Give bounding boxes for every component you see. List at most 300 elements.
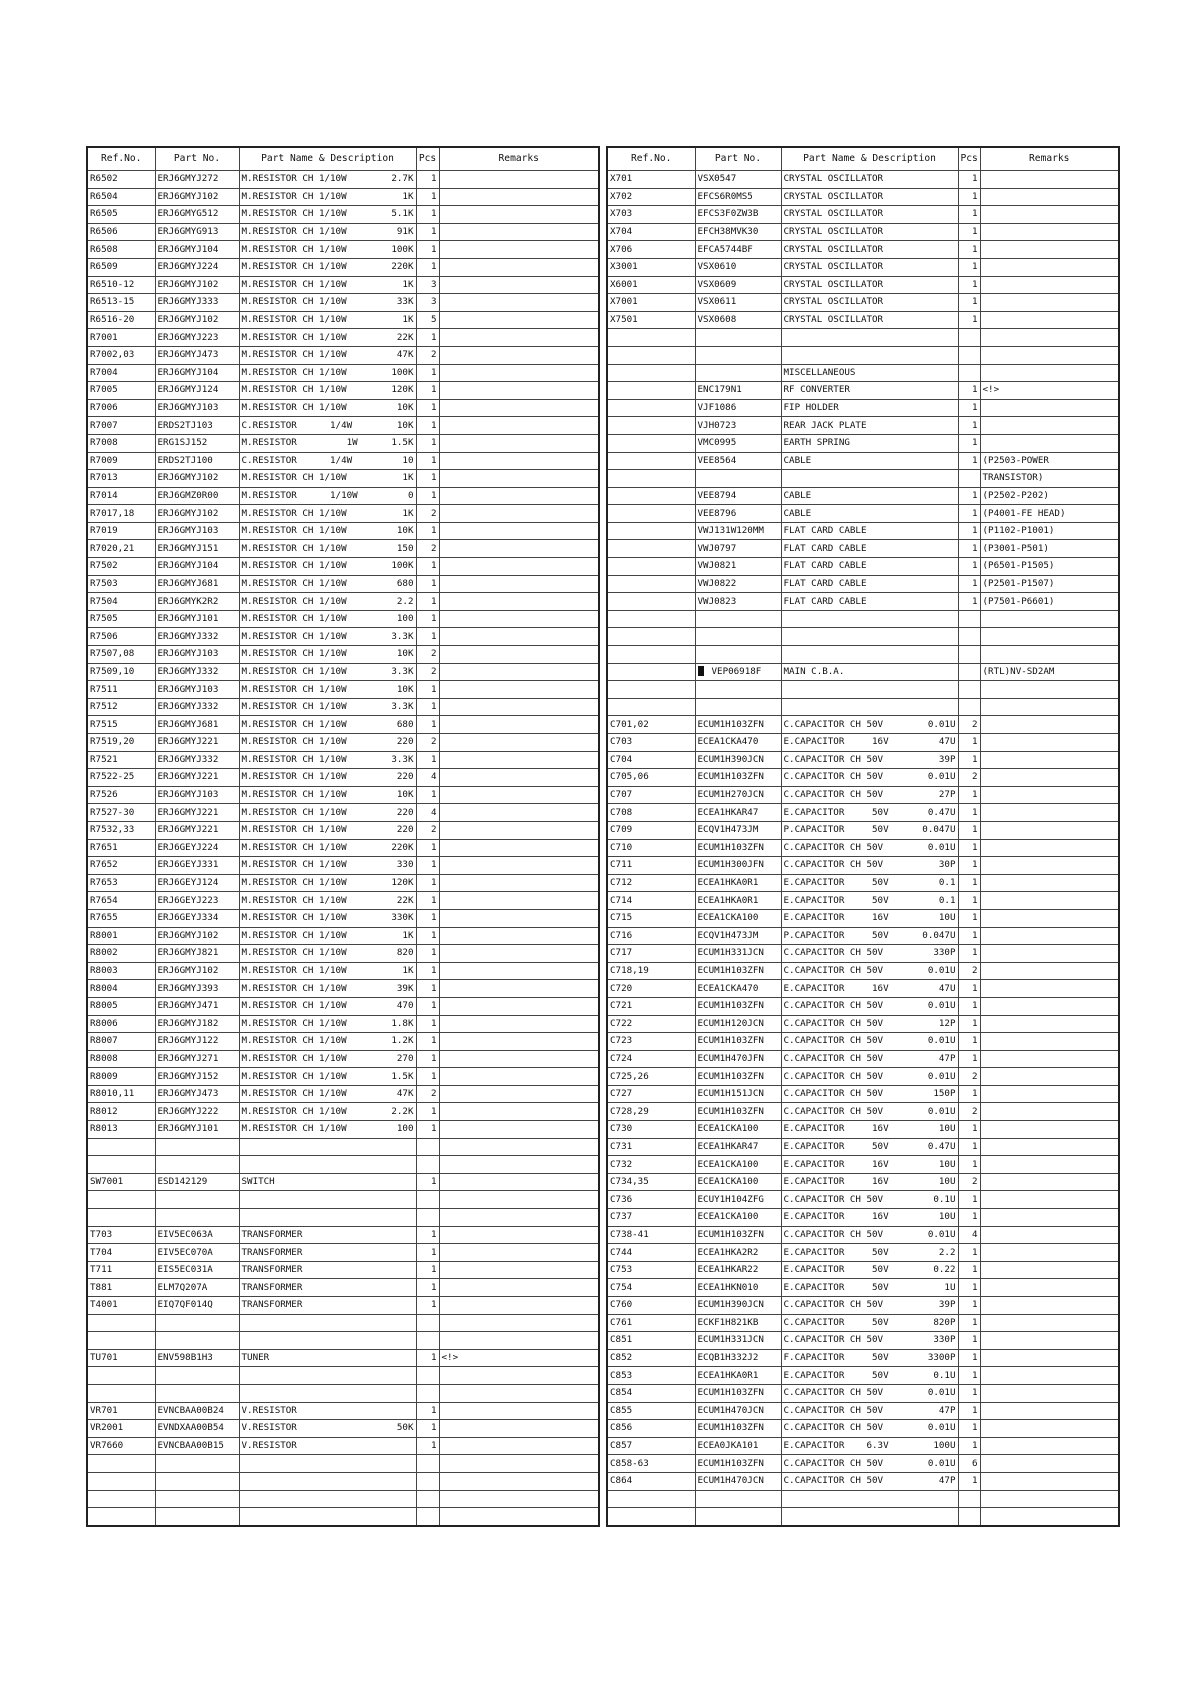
cell-desc — [781, 892, 958, 910]
cell-remarks — [980, 417, 1119, 435]
table-row — [87, 364, 599, 382]
part-description: C.CAPACITOR CH 50V — [783, 1422, 884, 1434]
cell-desc — [781, 206, 958, 224]
part-value: 220 — [396, 824, 414, 836]
part-number: VWJ131W120MM — [697, 525, 764, 537]
cell-desc — [781, 575, 958, 593]
part-value: 0.01U — [927, 1387, 956, 1399]
cell-desc — [239, 839, 416, 857]
cell-pcs: 1 — [416, 364, 439, 382]
part-description: C.CAPACITOR CH 50V — [783, 1193, 884, 1205]
header-part: Part No. — [695, 147, 781, 171]
cell-ref: R7506 — [87, 628, 155, 646]
part-number: ERJ6GMYJ473 — [157, 1088, 219, 1100]
cell-part — [155, 522, 239, 540]
cell-part — [695, 997, 781, 1015]
cell-ref: R6508 — [87, 241, 155, 259]
cell-ref: R7515 — [87, 716, 155, 734]
part-value: 47U — [938, 736, 956, 748]
cell-pcs: 4 — [416, 804, 439, 822]
cell-part — [155, 909, 239, 927]
part-number: ENC179N1 — [697, 384, 742, 396]
cell-ref: C737 — [607, 1209, 695, 1227]
cell-remarks — [439, 1384, 599, 1402]
cell-part — [695, 980, 781, 998]
cell-ref — [607, 1508, 695, 1526]
part-number: ERJ6GMYJ223 — [157, 331, 219, 343]
cell-desc — [239, 223, 416, 241]
cell-remarks — [980, 681, 1119, 699]
part-number: ERJ6GMYJ104 — [157, 560, 219, 572]
part-number: ECUM1H103ZFN — [697, 1035, 764, 1047]
header-row — [87, 147, 599, 171]
cell-pcs: 1 — [416, 1050, 439, 1068]
part-number: ERJ6GMYG512 — [157, 208, 219, 220]
cell-part — [155, 382, 239, 400]
cell-desc — [781, 434, 958, 452]
cell-ref: C723 — [607, 1033, 695, 1051]
part-value: 1.8K — [391, 1017, 414, 1029]
cell-remarks — [439, 1156, 599, 1174]
cell-desc — [239, 1173, 416, 1191]
cell-part — [155, 346, 239, 364]
cell-ref — [607, 575, 695, 593]
cell-pcs — [416, 1156, 439, 1174]
cell-part — [695, 346, 781, 364]
cell-remarks — [439, 452, 599, 470]
cell-remarks — [980, 1455, 1119, 1473]
cell-part — [695, 452, 781, 470]
part-number: ERJ6GMYJ102 — [157, 314, 219, 326]
cell-part — [155, 188, 239, 206]
cell-pcs: 1 — [958, 1244, 980, 1262]
cell-part — [695, 382, 781, 400]
table-row — [87, 1314, 599, 1332]
cell-pcs: 1 — [958, 258, 980, 276]
cell-ref — [607, 505, 695, 523]
part-value: 3.3K — [391, 753, 414, 765]
header-part: Part No. — [155, 147, 239, 171]
cell-ref: C715 — [607, 909, 695, 927]
part-number: ECUM1H470JFN — [697, 1052, 764, 1064]
table-row — [87, 751, 599, 769]
cell-part — [155, 1490, 239, 1508]
table-row — [87, 980, 599, 998]
part-description: M.RESISTOR CH 1/10W — [241, 1105, 347, 1117]
table-row — [607, 434, 1119, 452]
cell-pcs: 1 — [416, 522, 439, 540]
part-value: 10K — [396, 525, 414, 537]
cell-ref: C851 — [607, 1332, 695, 1350]
cell-part — [155, 1349, 239, 1367]
cell-part — [695, 1349, 781, 1367]
cell-part — [695, 892, 781, 910]
table-row — [607, 1173, 1119, 1191]
cell-remarks — [439, 628, 599, 646]
header-remarks: Remarks — [980, 147, 1119, 171]
cell-remarks — [439, 874, 599, 892]
cell-desc — [781, 786, 958, 804]
cell-desc — [239, 276, 416, 294]
table-row — [607, 909, 1119, 927]
cell-ref: C712 — [607, 874, 695, 892]
table-row — [87, 505, 599, 523]
part-number: ECUM1H470JCN — [697, 1475, 764, 1487]
cell-pcs — [416, 1490, 439, 1508]
cell-part — [155, 681, 239, 699]
cell-remarks — [439, 1033, 599, 1051]
part-value: 3.3K — [391, 701, 414, 713]
table-row — [607, 1437, 1119, 1455]
part-number: ECUM1H331JCN — [697, 947, 764, 959]
part-number: EIS5EC031A — [157, 1264, 213, 1276]
cell-remarks: TRANSISTOR) — [980, 470, 1119, 488]
cell-part — [695, 417, 781, 435]
cell-remarks — [980, 1490, 1119, 1508]
cell-pcs: 1 — [958, 1050, 980, 1068]
cell-pcs — [958, 663, 980, 681]
cell-ref: R7526 — [87, 786, 155, 804]
part-number: ECKF1H821KB — [697, 1316, 759, 1328]
cell-pcs: 1 — [958, 1437, 980, 1455]
part-value: 820 — [396, 947, 414, 959]
table-row — [607, 1103, 1119, 1121]
part-description: TUNER — [241, 1352, 270, 1364]
cell-part — [695, 1508, 781, 1526]
cell-desc — [239, 1455, 416, 1473]
cell-part — [695, 857, 781, 875]
part-description: C.CAPACITOR CH 50V — [783, 947, 884, 959]
cell-remarks — [439, 1261, 599, 1279]
cell-remarks — [980, 1121, 1119, 1139]
cell-remarks — [439, 258, 599, 276]
cell-pcs: 1 — [416, 839, 439, 857]
cell-desc — [781, 1173, 958, 1191]
cell-desc — [239, 364, 416, 382]
cell-remarks: (P4001-FE HEAD) — [980, 505, 1119, 523]
part-description: M.RESISTOR CH 1/10W — [241, 630, 347, 642]
table-row — [87, 892, 599, 910]
part-number: ERJ6GMYJ821 — [157, 947, 219, 959]
cell-part — [695, 1103, 781, 1121]
part-number: ECUM1H103ZFN — [697, 1000, 764, 1012]
cell-desc — [239, 258, 416, 276]
cell-desc — [781, 857, 958, 875]
cell-pcs: 1 — [958, 997, 980, 1015]
cell-desc — [239, 311, 416, 329]
part-description: M.RESISTOR CH 1/10W — [241, 595, 347, 607]
cell-pcs: 1 — [416, 1033, 439, 1051]
cell-pcs: 1 — [958, 223, 980, 241]
part-value: 47P — [938, 1475, 956, 1487]
cell-part — [695, 927, 781, 945]
part-number: ERJ6GMYJ101 — [157, 613, 219, 625]
table-row — [607, 821, 1119, 839]
cell-part — [695, 821, 781, 839]
cell-pcs: 1 — [416, 558, 439, 576]
cell-pcs: 1 — [958, 540, 980, 558]
cell-pcs: 1 — [958, 294, 980, 312]
cell-remarks — [439, 1015, 599, 1033]
cell-pcs: 1 — [416, 188, 439, 206]
cell-ref: R7651 — [87, 839, 155, 857]
cell-part — [695, 1085, 781, 1103]
cell-ref: C732 — [607, 1156, 695, 1174]
cell-part — [695, 909, 781, 927]
cell-desc — [781, 1314, 958, 1332]
part-description: E.CAPACITOR 50V — [783, 1264, 889, 1276]
part-number: ESD142129 — [157, 1176, 208, 1188]
cell-part — [695, 1420, 781, 1438]
table-row — [87, 1138, 599, 1156]
cell-part — [155, 751, 239, 769]
table-row — [87, 294, 599, 312]
cell-remarks — [439, 1367, 599, 1385]
cell-pcs — [416, 1384, 439, 1402]
table-row — [607, 927, 1119, 945]
part-description: M.RESISTOR CH 1/10W — [241, 718, 347, 730]
table-row — [87, 241, 599, 259]
part-description: E.CAPACITOR 6.3V — [783, 1440, 889, 1452]
cell-pcs — [416, 1472, 439, 1490]
cell-part — [695, 329, 781, 347]
cell-pcs — [958, 470, 980, 488]
cell-desc — [239, 716, 416, 734]
part-number: ECUM1H103ZFN — [697, 1228, 764, 1240]
part-number: ERJ6GMYJ102 — [157, 929, 219, 941]
cell-ref: C753 — [607, 1261, 695, 1279]
table-row — [607, 346, 1119, 364]
cell-remarks — [980, 786, 1119, 804]
part-description: E.CAPACITOR 50V — [783, 1140, 889, 1152]
cell-pcs — [958, 1508, 980, 1526]
part-number: ECUM1H390JCN — [697, 1299, 764, 1311]
cell-part — [155, 892, 239, 910]
part-description: C.CAPACITOR CH 50V — [783, 1404, 884, 1416]
cell-ref: C711 — [607, 857, 695, 875]
cell-desc — [239, 927, 416, 945]
part-description: M.RESISTOR CH 1/10W — [241, 402, 347, 414]
cell-desc — [239, 1332, 416, 1350]
cell-part — [155, 927, 239, 945]
table-row — [87, 470, 599, 488]
part-value: 0.47U — [927, 1140, 956, 1152]
cell-desc — [781, 962, 958, 980]
cell-ref: T703 — [87, 1226, 155, 1244]
part-number: ECEA1CKA100 — [697, 1211, 759, 1223]
cell-part — [155, 470, 239, 488]
cell-ref — [87, 1384, 155, 1402]
table-row — [607, 1050, 1119, 1068]
cell-pcs: 1 — [958, 839, 980, 857]
cell-ref: R6504 — [87, 188, 155, 206]
cell-ref — [87, 1508, 155, 1526]
cell-part — [155, 1138, 239, 1156]
part-number: VWJ0821 — [697, 560, 737, 572]
part-number: VJH0723 — [697, 419, 737, 431]
cell-remarks — [439, 1420, 599, 1438]
cell-remarks — [980, 821, 1119, 839]
cell-remarks — [439, 1508, 599, 1526]
part-description: C.CAPACITOR CH 50V — [783, 1105, 884, 1117]
cell-pcs: 2 — [958, 769, 980, 787]
part-number: ERJ6GMYJ222 — [157, 1105, 219, 1117]
cell-ref: C708 — [607, 804, 695, 822]
cell-pcs: 1 — [958, 945, 980, 963]
table-row — [87, 857, 599, 875]
cell-part — [695, 171, 781, 189]
part-description: M.RESISTOR CH 1/10W — [241, 366, 347, 378]
part-description: M.RESISTOR CH 1/10W — [241, 1123, 347, 1135]
header-row — [607, 147, 1119, 171]
cell-remarks — [980, 980, 1119, 998]
cell-pcs: 1 — [416, 610, 439, 628]
table-row — [607, 188, 1119, 206]
cell-pcs: 1 — [958, 1085, 980, 1103]
cell-desc — [781, 452, 958, 470]
cell-remarks — [980, 769, 1119, 787]
table-row — [607, 364, 1119, 382]
cell-pcs: 2 — [416, 821, 439, 839]
cell-ref: C864 — [607, 1472, 695, 1490]
cell-part — [155, 874, 239, 892]
table-row — [87, 1015, 599, 1033]
table-row — [607, 663, 1119, 681]
cell-part — [695, 1033, 781, 1051]
part-number: ECEA1HKA0R1 — [697, 877, 759, 889]
part-number: ECUM1H103ZFN — [697, 1457, 764, 1469]
cell-remarks — [980, 258, 1119, 276]
cell-ref: R7654 — [87, 892, 155, 910]
cell-pcs: 1 — [416, 681, 439, 699]
table-row — [607, 1455, 1119, 1473]
part-value: 10U — [938, 1123, 956, 1135]
cell-pcs: 1 — [416, 874, 439, 892]
cell-remarks — [980, 997, 1119, 1015]
cell-pcs: 1 — [958, 874, 980, 892]
part-number: VSX0609 — [697, 278, 737, 290]
cell-ref: TU701 — [87, 1349, 155, 1367]
cell-ref: R7509,10 — [87, 663, 155, 681]
cell-pcs: 1 — [958, 434, 980, 452]
cell-remarks — [980, 892, 1119, 910]
part-value: 0.01U — [927, 718, 956, 730]
cell-remarks — [980, 1261, 1119, 1279]
cell-ref: R8002 — [87, 945, 155, 963]
cell-pcs: 1 — [416, 1244, 439, 1262]
cell-part — [695, 575, 781, 593]
table-row — [87, 821, 599, 839]
part-description: E.CAPACITOR 50V — [783, 894, 889, 906]
part-number: ECEA1CKA100 — [697, 1123, 759, 1135]
part-number: VWJ0822 — [697, 577, 737, 589]
part-description: CABLE — [783, 507, 812, 519]
part-description: M.RESISTOR CH 1/10W — [241, 1052, 347, 1064]
cell-ref: R7502 — [87, 558, 155, 576]
header-ref: Ref.No. — [607, 147, 695, 171]
part-description: M.RESISTOR CH 1/10W — [241, 472, 347, 484]
cell-pcs: 1 — [958, 1261, 980, 1279]
table-row — [607, 399, 1119, 417]
cell-ref: R7017,18 — [87, 505, 155, 523]
part-value: 0 — [407, 489, 414, 501]
cell-desc — [239, 1033, 416, 1051]
cell-remarks — [439, 663, 599, 681]
cell-remarks — [980, 1402, 1119, 1420]
part-description: TRANSFORMER — [241, 1299, 303, 1311]
cell-pcs: 1 — [958, 593, 980, 611]
cell-pcs: 1 — [416, 1226, 439, 1244]
cell-remarks — [439, 1050, 599, 1068]
cell-pcs: 1 — [416, 962, 439, 980]
part-value: 1K — [402, 929, 414, 941]
part-description: M.RESISTOR CH 1/10W — [241, 841, 347, 853]
cell-desc — [781, 769, 958, 787]
cell-ref — [607, 540, 695, 558]
cell-part — [155, 1314, 239, 1332]
cell-remarks: (P7501-P6601) — [980, 593, 1119, 611]
cell-part — [695, 593, 781, 611]
cell-ref: R7512 — [87, 698, 155, 716]
cell-desc — [239, 1138, 416, 1156]
cell-ref: R6506 — [87, 223, 155, 241]
cell-remarks — [980, 610, 1119, 628]
cell-pcs: 1 — [958, 1209, 980, 1227]
part-number: ERJ6GMYJ102 — [157, 965, 219, 977]
cell-remarks — [980, 276, 1119, 294]
part-number: ECUM1H331JCN — [697, 1334, 764, 1346]
cell-desc — [239, 734, 416, 752]
part-value: 0.01U — [927, 1035, 956, 1047]
part-description: M.RESISTOR CH 1/10W — [241, 683, 347, 695]
cell-pcs: 1 — [416, 487, 439, 505]
cell-pcs: 1 — [416, 1279, 439, 1297]
cell-remarks — [439, 892, 599, 910]
table-row — [607, 1033, 1119, 1051]
cell-part — [155, 1085, 239, 1103]
cell-remarks — [439, 1085, 599, 1103]
part-description: E.CAPACITOR 50V — [783, 1281, 889, 1293]
cell-remarks — [439, 698, 599, 716]
part-number: ECUM1H103ZFN — [697, 771, 764, 783]
cell-pcs: 1 — [958, 522, 980, 540]
cell-pcs — [958, 364, 980, 382]
cell-pcs: 1 — [416, 434, 439, 452]
part-value: 100 — [396, 1123, 414, 1135]
cell-desc — [781, 646, 958, 664]
cell-remarks — [439, 1490, 599, 1508]
cell-remarks — [439, 1244, 599, 1262]
cell-ref: C721 — [607, 997, 695, 1015]
part-value: 0.01U — [927, 1105, 956, 1117]
part-number: ECEA1HKAR22 — [697, 1264, 759, 1276]
cell-remarks — [439, 734, 599, 752]
part-value: 2.2 — [396, 595, 414, 607]
cell-desc — [239, 1209, 416, 1227]
table-row — [607, 1314, 1119, 1332]
cell-ref — [87, 1332, 155, 1350]
part-value: 220 — [396, 736, 414, 748]
cell-pcs: 1 — [958, 382, 980, 400]
cell-remarks — [980, 1156, 1119, 1174]
table-row — [87, 1085, 599, 1103]
cell-pcs: 1 — [958, 821, 980, 839]
part-value: 270 — [396, 1052, 414, 1064]
table-row — [607, 1121, 1119, 1139]
part-number: EFCS6R0MS5 — [697, 190, 753, 202]
table-row — [607, 1261, 1119, 1279]
cell-remarks — [439, 540, 599, 558]
